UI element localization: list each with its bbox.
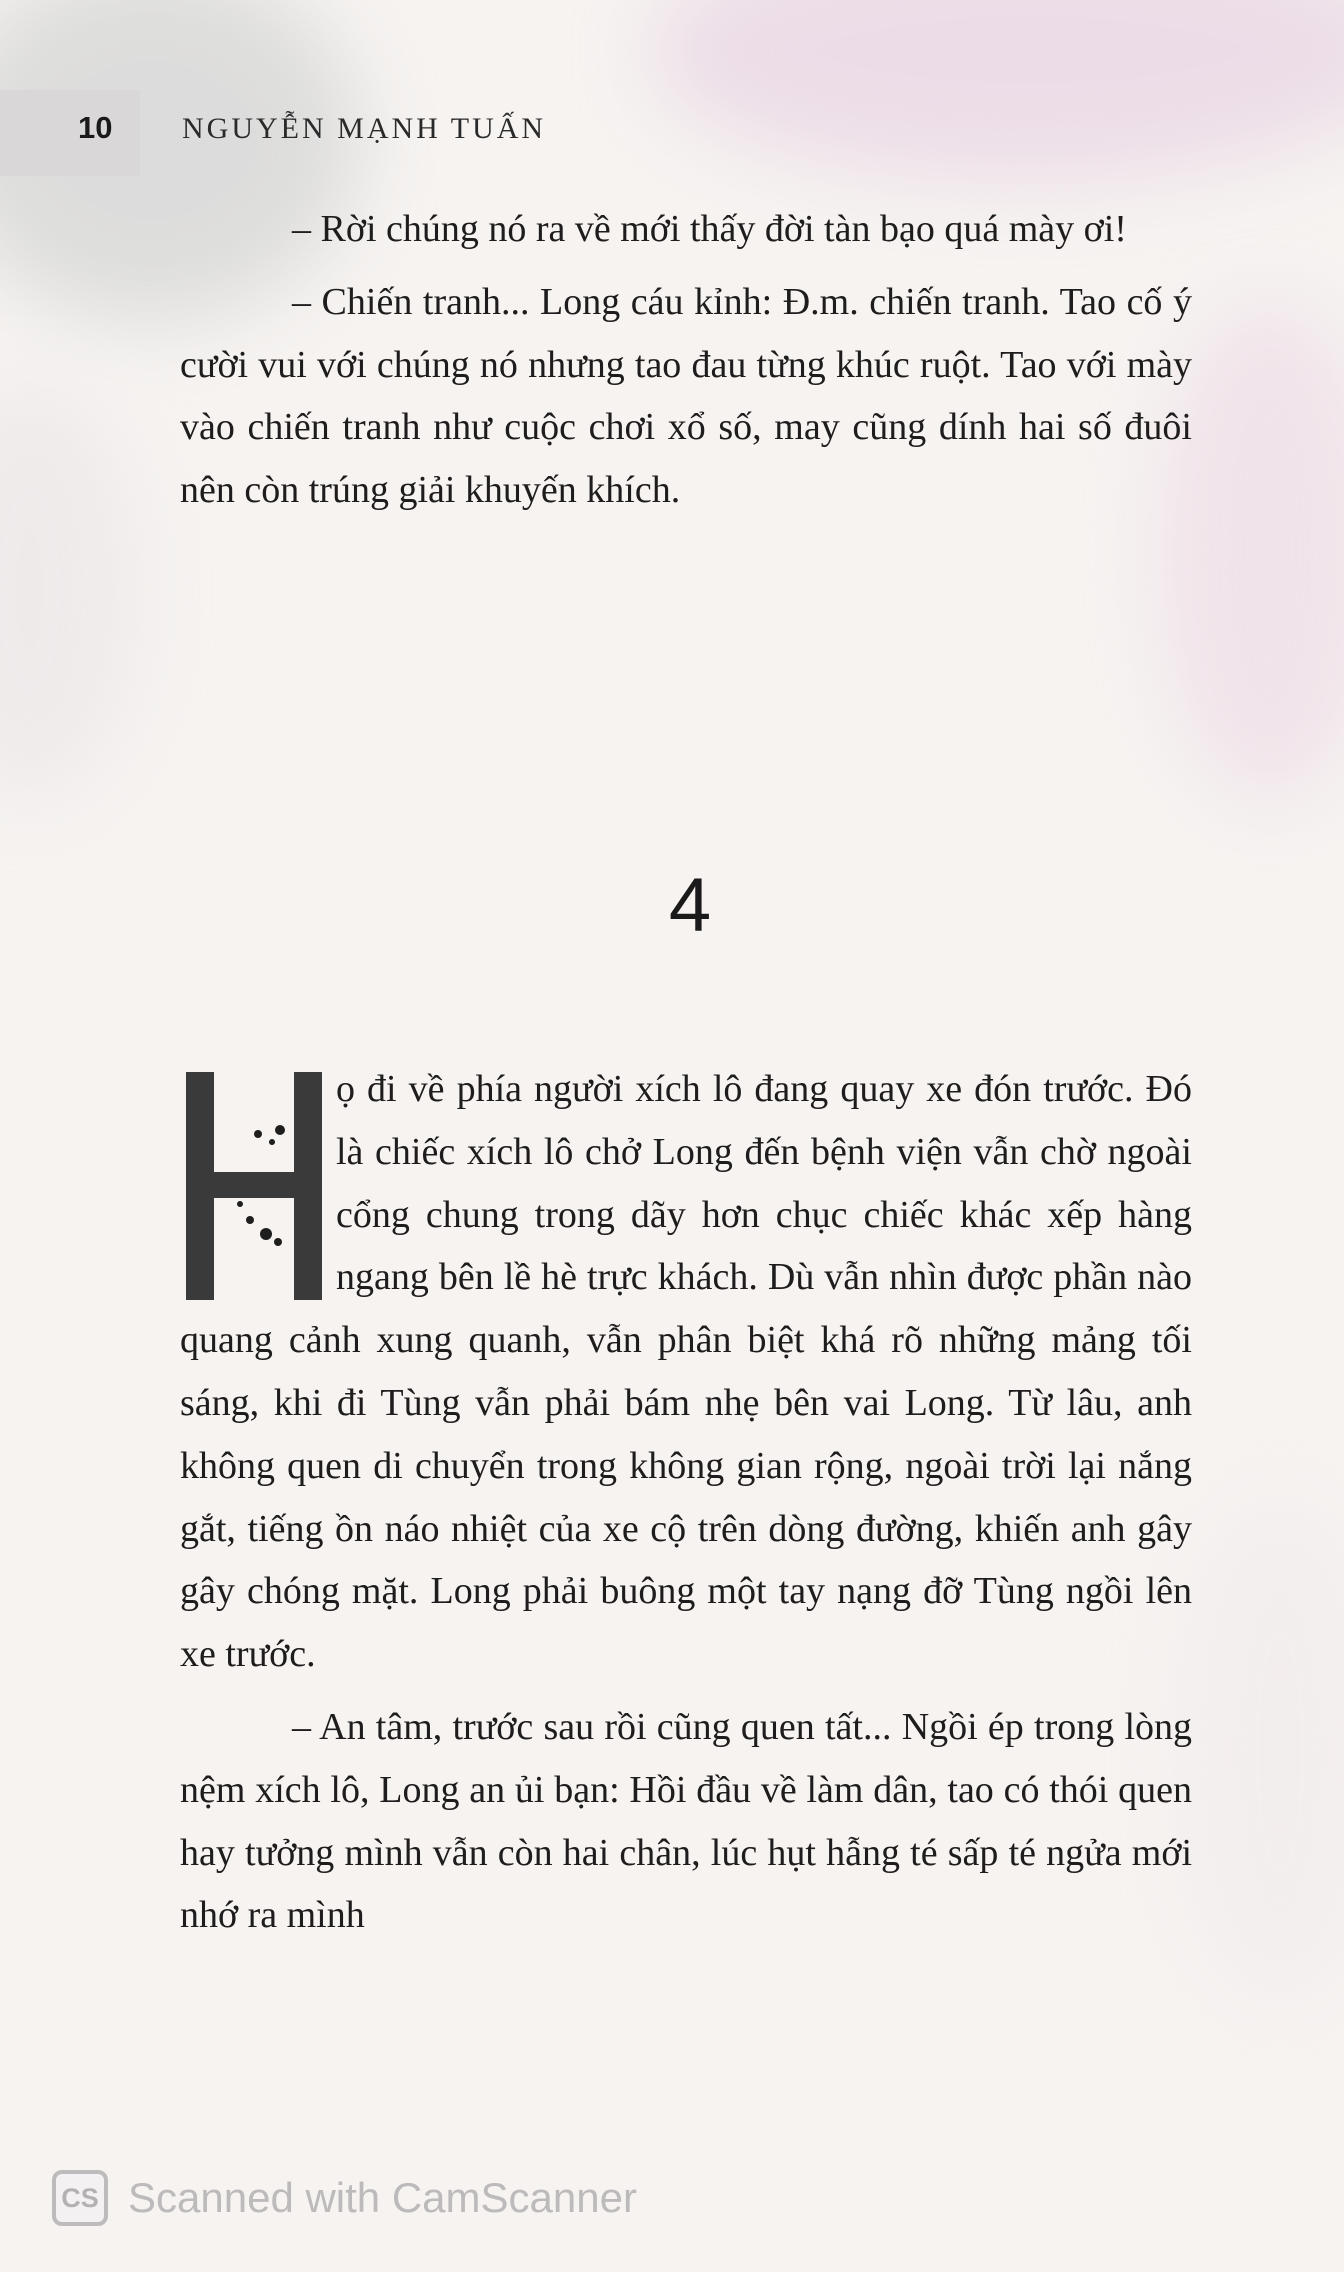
dropcap [180,1072,328,1300]
first-paragraph-text: ọ đi về phía người xích lô đang quay xe đón trước. Đó là chiếc xích lô chở Long đến bệnh viện vẫn chờ ngoài cổng chung trong dãy hơn chục chiếc khác xếp hàng ngang bên lề hè trực khách. Dù vẫn nhìn được phần nào quang cảnh xung quanh, vẫn phân biệt khá rõ những mảng tối sáng, khi đi Tùng vẫn phải bám nhẹ bên vai Long. Từ lâu, anh không quen di chuyển trong không gian rộng, ngoài trời lại nắng gắt, tiếng ồn náo nhiệt của xe cộ trên dòng đường, khiến anh gây gây chóng mặt. Long phải buông một tay nạng đỡ Tùng ngồi lên xe trước. [180,1068,1192,1676]
section-1-text [180,198,1192,532]
paragraph: – Chiến tranh... Long cáu kỉnh: Đ.m. chiến tranh. Tao cố ý cười vui với chúng nó nhưng tao đau từng khúc ruột. Tao với mày vào chiến tranh như cuộc chơi xổ số, may cũng dính hai số đuôi nên còn trúng giải khuyến khích. [180,280,1192,512]
scanner-watermark [52,2166,637,2230]
watermark-text: Scanned with CamScanner [128,2174,637,2221]
paragraph: – Rời chúng nó ra về mới thấy đời tàn bạo quá mày ơi! [292,208,1127,250]
running-head: NGUYỄN MẠNH TUẤN [182,112,547,145]
chapter-text [180,1058,1192,1957]
dropcap-h-glyph [180,1072,328,1300]
page-number: 10 [78,110,113,145]
header-tab [0,90,140,176]
paper-stain [0,380,140,800]
paragraph: – An tâm, trước sau rồi cũng quen tất... Ngồi ép trong lòng nệm xích lô, Long an ủi bạn: Hồi đầu về làm dân, tao có thói quen hay tưởng mình vẫn còn hai chân, lúc hụt hẫng té sấp té ngửa mới nhớ ra mình [180,1705,1192,1937]
paper-stain [1180,1500,1344,2000]
camscanner-logo-icon: CS [52,2170,108,2226]
chapter-number: 4 [668,863,712,948]
first-paragraph [180,1058,1192,1686]
paper-stain [650,0,1344,180]
